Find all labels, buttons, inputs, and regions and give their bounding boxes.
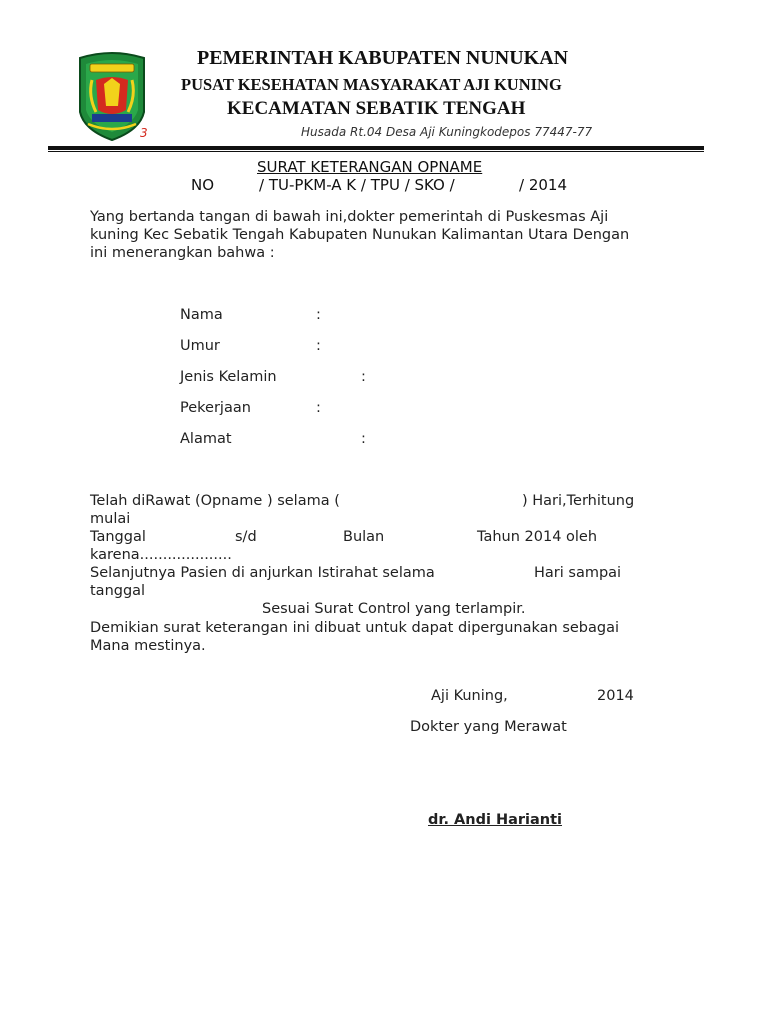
- header-divider: [48, 146, 704, 150]
- rawat-text-start: Telah diRawat (Opname ) selama (: [90, 493, 340, 509]
- field-umur-colon: :: [316, 338, 321, 354]
- bulan-text: Bulan: [343, 529, 385, 545]
- signature-year: 2014: [597, 688, 634, 704]
- field-pekerjaan-label: Pekerjaan: [180, 400, 251, 416]
- sd-text: s/d: [235, 529, 257, 545]
- letterhead-address: Husada Rt.04 Desa Aji Kuningkodepos 77447-77: [301, 125, 593, 139]
- signature-name: dr. Andi Harianti: [428, 812, 563, 828]
- document-title: SURAT KETERANGAN OPNAME: [257, 158, 483, 176]
- sesuai-text: Sesuai Surat Control yang terlampir.: [262, 601, 526, 617]
- letterhead-line-3: KECAMATAN SEBATIK TENGAH: [227, 98, 526, 119]
- demikian-text: Demikian surat keterangan ini dibuat untuk dapat dipergunakan sebagai: [90, 620, 620, 636]
- karena-text: karena....................: [90, 547, 232, 563]
- letterhead-line-2: PUSAT KESEHATAN MASYARAKAT AJI KUNING: [181, 75, 562, 94]
- intro-line-2: kuning Kec Sebatik Tengah Kabupaten Nunukan Kalimantan Utara Dengan: [90, 227, 630, 243]
- selanjutnya-text: Selanjutnya Pasien di anjurkan Istirahat selama: [90, 565, 435, 581]
- field-jenis-kelamin-label: Jenis Kelamin: [180, 369, 277, 385]
- tanggal2-text: tanggal: [90, 583, 146, 599]
- intro-line-1: Yang bertanda tangan di bawah ini,dokter pemerintah di Puskesmas Aji: [90, 209, 609, 225]
- number-year: / 2014: [519, 176, 567, 194]
- number-code: / TU-PKM-A K / TPU / SKO /: [259, 176, 455, 194]
- field-nama-label: Nama: [180, 307, 223, 323]
- field-alamat-label: Alamat: [180, 431, 232, 447]
- signature-role: Dokter yang Merawat: [410, 719, 567, 735]
- header-divider-thin: [48, 151, 704, 152]
- field-pekerjaan-colon: :: [316, 400, 321, 416]
- mulai-text: mulai: [90, 511, 131, 527]
- signature-place: Aji Kuning,: [431, 688, 508, 704]
- field-nama-colon: :: [316, 307, 321, 323]
- field-alamat-colon: :: [361, 431, 366, 447]
- logo-mark: 3: [140, 126, 148, 140]
- tanggal-text: Tanggal: [90, 529, 146, 545]
- number-label: NO: [191, 176, 215, 194]
- field-jenis-kelamin-colon: :: [361, 369, 366, 385]
- regency-emblem-logo: [74, 50, 150, 142]
- tahun-text: Tahun 2014 oleh: [477, 529, 598, 545]
- letterhead-line-1: PEMERINTAH KABUPATEN NUNUKAN: [197, 47, 569, 69]
- hari-sampai-text: Hari sampai: [534, 565, 622, 581]
- field-umur-label: Umur: [180, 338, 220, 354]
- mana-text: Mana mestinya.: [90, 638, 206, 654]
- rawat-text-end: ) Hari,Terhitung: [522, 493, 635, 509]
- intro-line-3: ini menerangkan bahwa :: [90, 245, 275, 261]
